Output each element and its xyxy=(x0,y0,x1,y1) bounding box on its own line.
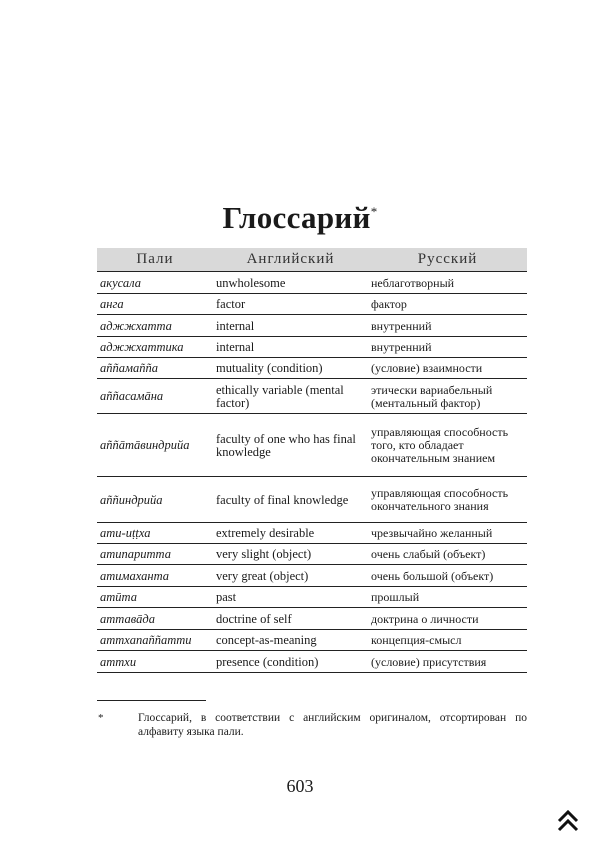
cell-russian: управляющая способность того, кто обладает окончательным знанием xyxy=(368,414,527,477)
cell-english: very slight (object) xyxy=(213,544,368,565)
table-row xyxy=(97,379,527,414)
cell-english: internal xyxy=(213,315,368,337)
page-number: 603 xyxy=(286,776,314,796)
scroll-to-top-button[interactable] xyxy=(555,808,581,834)
table-row xyxy=(97,414,527,477)
page-title xyxy=(0,200,600,236)
table-row xyxy=(97,565,527,587)
double-chevron-up-icon xyxy=(555,808,581,834)
cell-pali: акусала xyxy=(97,272,213,294)
title-text: Глоссарий xyxy=(222,200,371,235)
table-row xyxy=(97,587,527,608)
cell-russian: управляющая способность окончательного знания xyxy=(368,477,527,523)
cell-english: ethically variable (mental factor) xyxy=(213,379,368,414)
cell-pali: аññāтāвиндрийа xyxy=(97,414,213,477)
footnote-divider xyxy=(97,700,206,701)
cell-pali: атӣта xyxy=(97,587,213,608)
cell-english: unwholesome xyxy=(213,272,368,294)
cell-pali: аññиндрийа xyxy=(97,477,213,523)
cell-russian: прошлый xyxy=(368,587,527,608)
cell-pali: аджжхатта xyxy=(97,315,213,337)
cell-russian: очень большой (объект) xyxy=(368,565,527,587)
cell-pali: аттавāда xyxy=(97,608,213,630)
footnote-text: Глоссарий, в соответствии с английским оригиналом, отсортирован по алфавиту языка пали. xyxy=(138,712,527,738)
cell-russian: (условие) присутствия xyxy=(368,651,527,673)
cell-english: concept-as-meaning xyxy=(213,630,368,651)
cell-pali: анга xyxy=(97,294,213,315)
table-row xyxy=(97,477,527,523)
cell-english: past xyxy=(213,587,368,608)
cell-english: extremely desirable xyxy=(213,523,368,544)
cell-russian: доктрина о личности xyxy=(368,608,527,630)
table-row xyxy=(97,523,527,544)
header-pali: Пали xyxy=(97,248,213,272)
table-row xyxy=(97,272,527,294)
cell-russian: чрезвычайно желанный xyxy=(368,523,527,544)
footnote-mark: * xyxy=(98,712,104,724)
cell-pali: аññасамāна xyxy=(97,379,213,414)
cell-english: faculty of final knowledge xyxy=(213,477,368,523)
cell-pali: атипаритта xyxy=(97,544,213,565)
glossary-table xyxy=(97,248,527,673)
cell-russian: внутренний xyxy=(368,315,527,337)
cell-english: mutuality (condition) xyxy=(213,358,368,379)
cell-russian: внутренний xyxy=(368,337,527,358)
cell-english: internal xyxy=(213,337,368,358)
cell-russian: (условие) взаимности xyxy=(368,358,527,379)
cell-pali: аджжхаттика xyxy=(97,337,213,358)
cell-russian: очень слабый (объект) xyxy=(368,544,527,565)
cell-english: factor xyxy=(213,294,368,315)
cell-english: faculty of one who has final knowledge xyxy=(213,414,368,477)
cell-english: doctrine of self xyxy=(213,608,368,630)
table-row xyxy=(97,651,527,673)
cell-russian: этически вариабельный (ментальный фактор) xyxy=(368,379,527,414)
table-row xyxy=(97,294,527,315)
header-russian: Русский xyxy=(368,248,527,272)
table-row xyxy=(97,337,527,358)
table-row xyxy=(97,608,527,630)
table-row xyxy=(97,315,527,337)
table-row xyxy=(97,358,527,379)
table-row xyxy=(97,544,527,565)
cell-pali: аññамаññа xyxy=(97,358,213,379)
cell-english: presence (condition) xyxy=(213,651,368,673)
title-footnote-mark: * xyxy=(370,204,378,219)
cell-pali: аттхи xyxy=(97,651,213,673)
table-header-row xyxy=(97,248,527,272)
cell-russian: фактор xyxy=(368,294,527,315)
cell-russian: неблаготворный xyxy=(368,272,527,294)
cell-pali: аттхапаññатти xyxy=(97,630,213,651)
cell-russian: концепция-смысл xyxy=(368,630,527,651)
table-row xyxy=(97,630,527,651)
cell-english: very great (object) xyxy=(213,565,368,587)
cell-pali: атимаханта xyxy=(97,565,213,587)
header-english: Английский xyxy=(213,248,368,272)
cell-pali: ати-иṭṭха xyxy=(97,523,213,544)
